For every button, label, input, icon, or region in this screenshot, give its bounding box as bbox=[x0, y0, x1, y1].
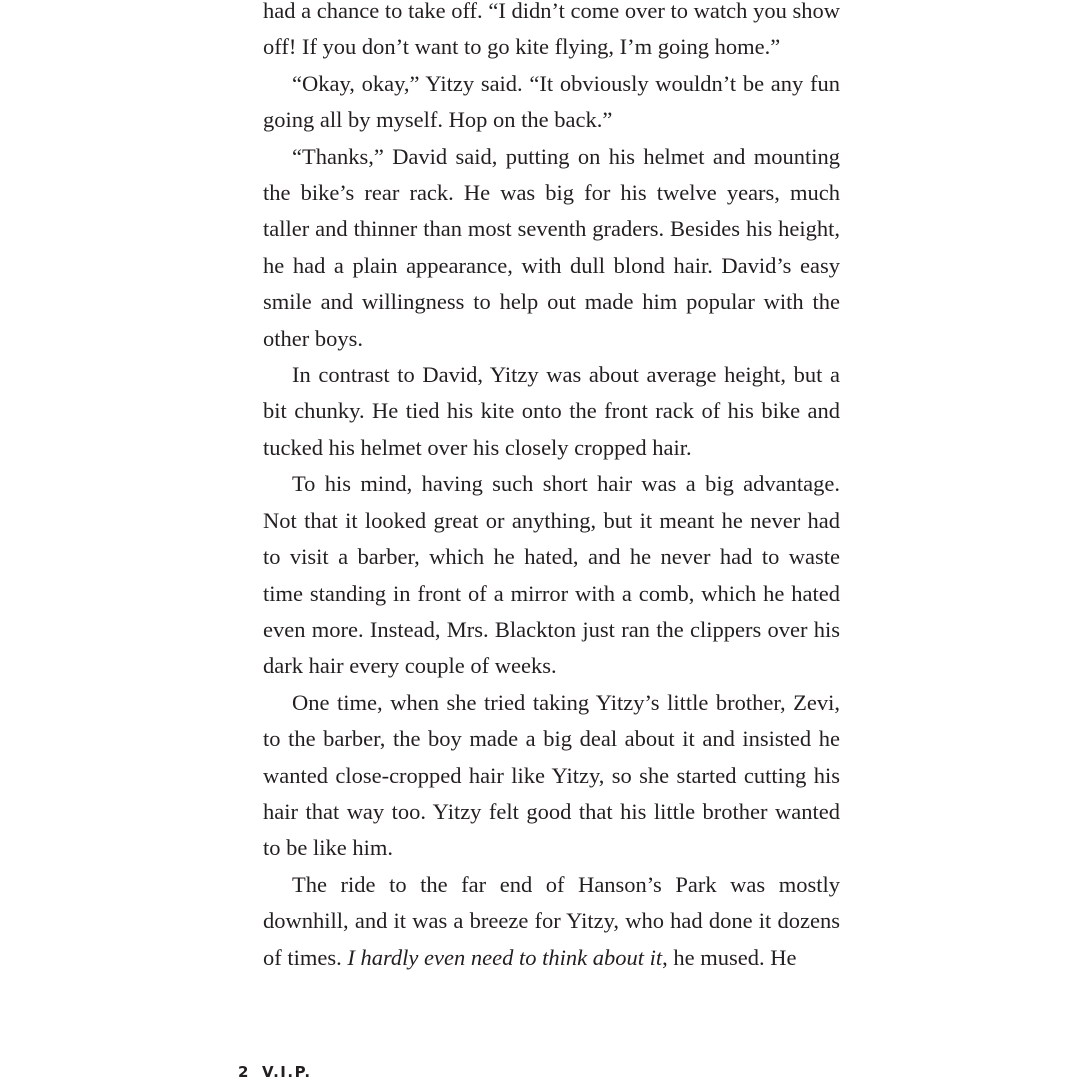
paragraph-1: had a chance to take off. “I didn’t come over to watch you show off! If you don’t want to go kite flying, I’m going home.” bbox=[263, 0, 840, 60]
paragraph-3: “Thanks,” David said, putting on his helmet and mounting the bike’s rear rack. He was big for his twelve years, much taller and thinner than most seventh graders. Besides his height, he had a plain appearance, with dull blond hair. David’s easy smile and willingness to help out made him popular with the other boys. bbox=[263, 143, 840, 351]
paragraph-7-before: The ride to the far end of Hanson’s Park was mostly downhill, and it was a breeze for Yitzy, who had done it dozens of times. bbox=[263, 871, 840, 970]
paragraph-7-after: , he mused. He bbox=[662, 944, 797, 970]
paragraph-5: To his mind, having such short hair was a big advantage. Not that it looked great or anything, but it meant he never had to visit a barber, which he hated, and he never had to waste time standing in front of a mirror with a comb, which he hated even more. Instead, Mrs. Blackton just ran the clippers over his dark hair every couple of weeks. bbox=[263, 471, 840, 679]
paragraph-2: “Okay, okay,” Yitzy said. “It obviously wouldn’t be any fun going all by myself. Hop on the back.” bbox=[263, 70, 840, 133]
page-footer bbox=[238, 1062, 312, 1082]
paragraph-4: In contrast to David, Yitzy was about average height, but a bit chunky. He tied his kite onto the front rack of his bike and tucked his helmet over his closely cropped hair. bbox=[263, 362, 840, 460]
body-text bbox=[263, 0, 840, 976]
paragraph-6: One time, when she tried taking Yitzy’s little brother, Zevi, to the barber, the boy made a big deal about it and insisted he wanted close-cropped hair like Yitzy, so she started cutting his hair that way too. Yitzy felt good that his little brother wanted to be like him. bbox=[263, 689, 840, 861]
page-number: 2 bbox=[238, 1063, 250, 1081]
running-title: V.I.P. bbox=[261, 1063, 312, 1081]
paragraph-7 bbox=[263, 867, 840, 976]
paragraph-7-italic-thought: I hardly even need to think about it bbox=[347, 944, 663, 970]
